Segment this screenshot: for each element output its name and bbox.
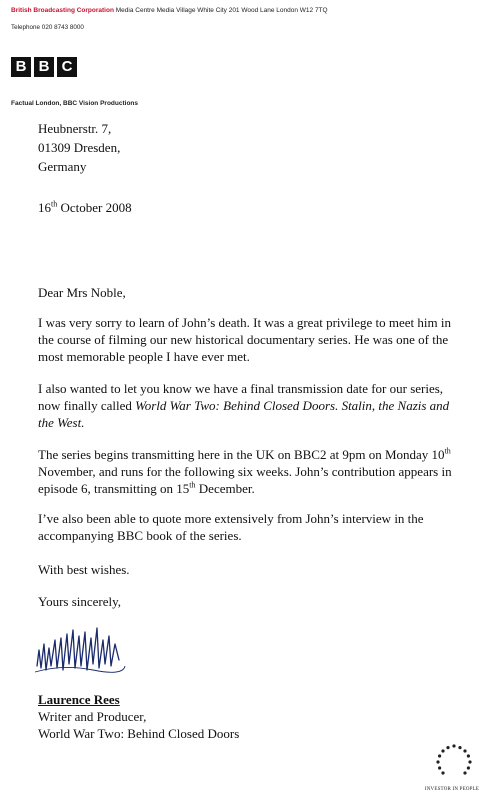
paragraph-3-sup-2: th xyxy=(189,480,196,490)
closing-wishes: With best wishes. xyxy=(38,562,130,577)
address-line-3: Germany xyxy=(38,159,87,174)
signer-title: Writer and Producer, xyxy=(38,709,147,724)
department: Factual London, BBC Vision Productions xyxy=(11,100,138,107)
signer-details xyxy=(38,708,239,742)
address-line-2: 01309 Dresden, xyxy=(38,140,121,155)
paragraph-3-part-1: The series begins transmitting here in the UK on BBC2 at 9pm on Monday 10 xyxy=(38,447,445,462)
logo-letter-2: B xyxy=(34,57,54,77)
paragraph-3-sup-1: th xyxy=(444,446,451,456)
paragraph-1: I was very sorry to learn of John’s death. It was a great privilege to meet him in the course of filming our new historical documentary series. He was one of the most memorable people I have ever met. xyxy=(38,315,451,364)
logo-letter-1: B xyxy=(11,57,31,77)
series-title: World War Two: Behind Closed Doors. Stalin, the Nazis and the West. xyxy=(38,398,450,430)
investor-in-people-label: INVESTOR IN PEOPLE xyxy=(424,787,480,792)
logo-letter-3: C xyxy=(57,57,77,77)
investor-in-people-badge xyxy=(424,742,484,792)
recipient-address xyxy=(38,119,468,176)
date-day: 16 xyxy=(38,200,51,215)
paragraph-2-text: I also wanted to let you know we have a final transmission date for our series, now finally called xyxy=(38,381,444,413)
organization-name: British Broadcasting Corporation xyxy=(11,7,114,14)
paragraph-3-part-2: November, and runs for the following six weeks. John’s contribution appears in episode 6, transmitting on 15 xyxy=(38,464,452,496)
signer-name: Laurence Rees xyxy=(38,692,120,707)
letterhead-line xyxy=(11,5,328,16)
date-suffix: th xyxy=(51,199,58,209)
paragraph-4: I’ve also been able to quote more extensively from John’s interview in the accompanying BBC book of the series. xyxy=(38,511,424,543)
bbc-logo xyxy=(11,57,77,77)
paragraph-3-part-3: December. xyxy=(195,481,255,496)
date-rest: October 2008 xyxy=(57,200,132,215)
organization-address: Media Centre Media Village White City 201 Wood Lane London W12 7TQ xyxy=(115,7,328,14)
paragraph-2 xyxy=(38,380,468,431)
telephone: Telephone 020 8743 8000 xyxy=(11,24,84,31)
laurel-wreath-icon xyxy=(434,742,474,782)
closing-sincerely: Yours sincerely, xyxy=(38,594,122,609)
letter-date xyxy=(38,199,468,216)
address-line-1: Heubnerstr. 7, xyxy=(38,121,112,136)
salutation: Dear Mrs Noble, xyxy=(38,285,126,300)
signer-project: World War Two: Behind Closed Doors xyxy=(38,726,240,741)
paragraph-3 xyxy=(38,446,468,497)
handwritten-signature xyxy=(33,620,128,682)
